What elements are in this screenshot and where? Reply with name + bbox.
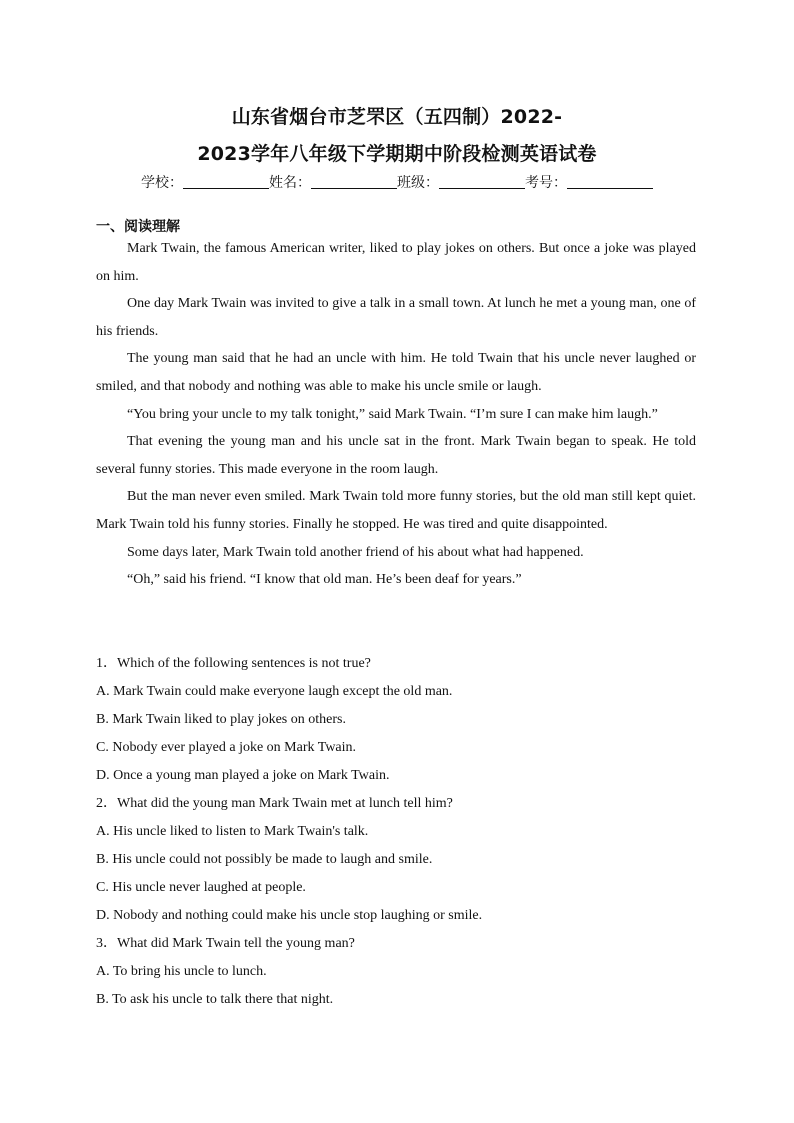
school-blank[interactable] <box>183 174 269 189</box>
exam-title-line-1: 山东省烟台市芝罘区（五四制）2022- <box>231 106 563 128</box>
answer-option: A. Mark Twain could make everyone laugh except the old man. <box>96 684 453 699</box>
student-info-row <box>0 172 794 192</box>
passage-paragraph: Mark Twain, the famous American writer, liked to play jokes on others. But once a joke was played on him. <box>96 241 696 284</box>
question-list <box>96 650 696 1014</box>
answer-option: D. Nobody and nothing could make his uncle stop laughing or smile. <box>96 908 483 923</box>
passage-paragraph: That evening the young man and his uncle sat in the front. Mark Twain began to speak. He told several funny stories. This made everyone in the room laugh. <box>96 434 696 477</box>
class-blank[interactable] <box>439 174 525 189</box>
school-label: 学校： <box>141 175 183 191</box>
passage-paragraph: Some days later, Mark Twain told another friend of his about what had happened. <box>127 544 584 560</box>
passage-paragraph: “Oh,” said his friend. “I know that old man. He’s been deaf for years.” <box>127 572 522 588</box>
answer-option: B. To ask his uncle to talk there that night. <box>96 992 334 1007</box>
name-blank[interactable] <box>311 174 397 189</box>
answer-option: B. Mark Twain liked to play jokes on others. <box>96 712 346 727</box>
exam-number-label: 考号： <box>525 175 567 191</box>
question-number: 1． <box>96 656 117 671</box>
passage-paragraph: The young man said that he had an uncle with him. He told Twain that his uncle never laughed or smiled, and that nobody and nothing was able to make his uncle smile or laugh. <box>96 351 696 394</box>
reading-passage <box>96 235 696 594</box>
answer-option: D. Once a young man played a joke on Mark Twain. <box>96 768 390 783</box>
class-label: 班级： <box>397 175 439 191</box>
question-text: What did Mark Twain tell the young man? <box>117 936 355 951</box>
answer-option: A. To bring his uncle to lunch. <box>96 964 267 979</box>
name-label: 姓名： <box>269 175 311 191</box>
passage-paragraph: One day Mark Twain was invited to give a talk in a small town. At lunch he met a young man, one of his friends. <box>96 296 696 339</box>
exam-number-blank[interactable] <box>567 174 653 189</box>
question-number: 2． <box>96 796 117 811</box>
question-text: What did the young man Mark Twain met at lunch tell him? <box>117 796 453 811</box>
answer-option: B. His uncle could not possibly be made to laugh and smile. <box>96 852 433 867</box>
question-2 <box>96 790 696 818</box>
passage-paragraph: But the man never even smiled. Mark Twain told more funny stories, but the old man still kept quiet. Mark Twain told his funny stories. Finally he stopped. He was tired and quite disappointed. <box>96 489 696 532</box>
answer-option: C. Nobody ever played a joke on Mark Twain. <box>96 740 357 755</box>
question-1 <box>96 650 696 678</box>
exam-title-line-2: 2023学年八年级下学期期中阶段检测英语试卷 <box>197 143 597 165</box>
passage-paragraph: “You bring your uncle to my talk tonight,” said Mark Twain. “I’m sure I can make him laugh.” <box>127 406 658 422</box>
question-text: Which of the following sentences is not true? <box>117 656 371 671</box>
question-3 <box>96 930 696 958</box>
section-heading: 一、阅读理解 <box>96 219 180 235</box>
answer-option: A. His uncle liked to listen to Mark Twain's talk. <box>96 824 369 839</box>
question-number: 3． <box>96 936 117 951</box>
answer-option: C. His uncle never laughed at people. <box>96 880 306 895</box>
